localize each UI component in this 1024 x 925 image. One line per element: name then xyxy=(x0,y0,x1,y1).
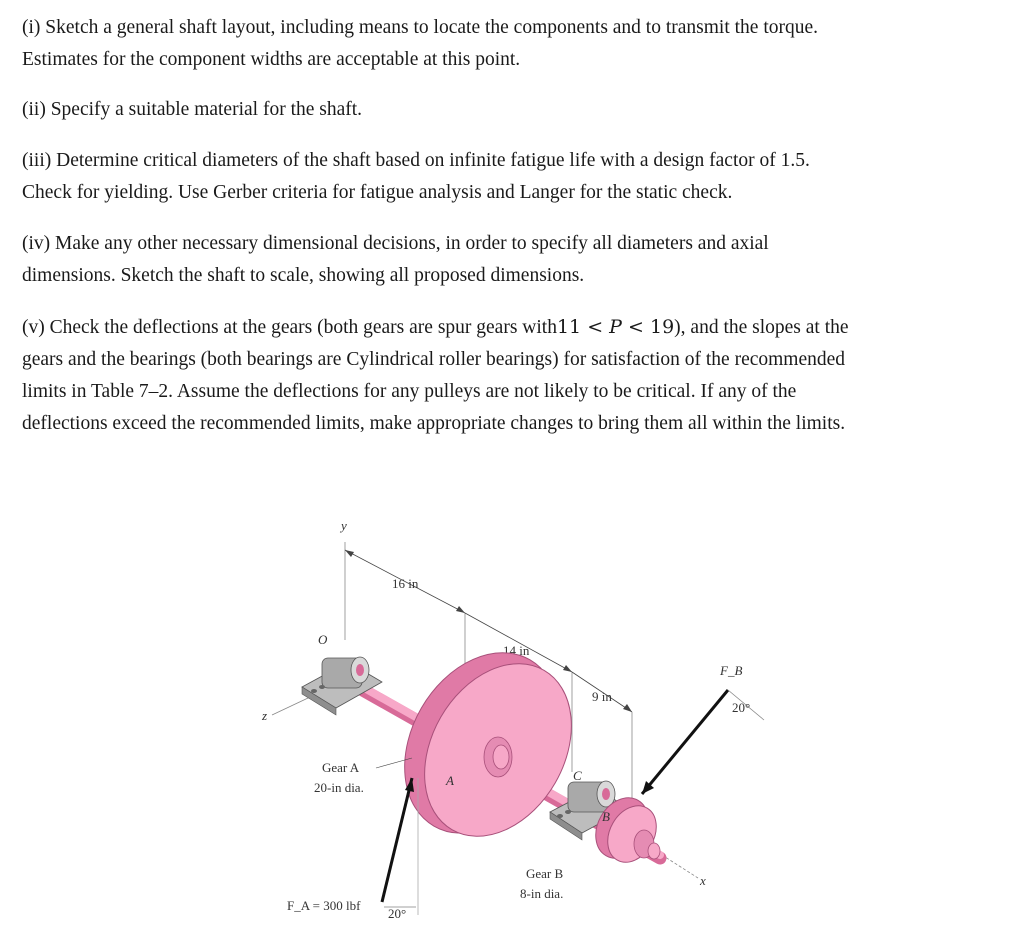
z-axis-label: z xyxy=(262,708,268,723)
point-o-label: O xyxy=(318,632,328,647)
text-line: Check for yielding. Use Gerber criteria for fatigue analysis and Langer for the static check. xyxy=(22,182,733,203)
angle-a-label: 20° xyxy=(388,906,407,920)
shaft-end xyxy=(648,843,660,859)
op-lt: < xyxy=(628,316,644,338)
pitch-inequality xyxy=(557,316,674,338)
bolt-hole xyxy=(319,685,325,689)
force-b-arrow xyxy=(642,690,728,794)
pitch-upper: 19 xyxy=(649,316,675,338)
dim-arrowhead xyxy=(456,606,465,613)
text-line: limits in Table 7–2. Assume the deflections for any pulleys are not likely to be critical. If any of the xyxy=(22,381,797,402)
problem-part-v xyxy=(22,311,1012,440)
dim-arrowhead xyxy=(345,550,354,557)
text-line xyxy=(22,311,1012,344)
text-line: deflections exceed the recommended limits, make appropriate changes to bring them all within the limits. xyxy=(22,413,846,434)
x-axis-line xyxy=(662,855,698,878)
text-line: Estimates for the component widths are acceptable at this point. xyxy=(22,49,521,70)
angle-b-label: 20° xyxy=(732,700,751,715)
text-fragment: (v) Check the deflections at the gears (both gears are spur gears with xyxy=(22,317,557,338)
text-line: (iv) Make any other necessary dimensional decisions, in order to specify all diameters and axial xyxy=(22,233,769,254)
shaft-figure xyxy=(250,510,790,920)
bearing-bore xyxy=(602,788,610,800)
bolt-hole xyxy=(565,810,571,814)
text-line: (i) Sketch a general shaft layout, including means to locate the components and to transmit the torque. xyxy=(22,17,819,38)
dim-arrowhead xyxy=(563,665,572,672)
pitch-lower: 11 xyxy=(556,316,582,338)
force-a-arrow xyxy=(382,778,412,902)
problem-part-iv xyxy=(22,228,1012,292)
gear-b-name: Gear B xyxy=(526,866,564,881)
y-axis-label: y xyxy=(341,518,347,533)
problem-part-iii xyxy=(22,145,1012,209)
force-a-label: F_A = 300 lbf xyxy=(287,898,361,913)
x-axis-label: x xyxy=(700,873,706,888)
bearing-bore xyxy=(356,664,364,676)
dim-arrowhead xyxy=(623,704,632,712)
text-line: dimensions. Sketch the shaft to scale, showing all proposed dimensions. xyxy=(22,265,585,286)
gear-a-name: Gear A xyxy=(322,760,360,775)
gear-a-diameter: 20-in dia. xyxy=(314,780,364,795)
gear-b-diameter: 8-in dia. xyxy=(520,886,564,901)
bolt-hole xyxy=(557,814,563,818)
bearing-o xyxy=(302,657,382,715)
text-fragment: ), and the slopes at the xyxy=(674,317,849,338)
point-b-label: B xyxy=(602,809,610,824)
text-line: gears and the bearings (both bearings are Cylindrical roller bearings) for satisfaction of the recommended xyxy=(22,349,846,370)
force-b-label: F_B xyxy=(720,663,743,678)
problem-part-i xyxy=(22,12,1012,76)
dim-9-label: 9 in xyxy=(592,689,612,704)
point-c-label: C xyxy=(573,768,582,783)
pitch-var: P xyxy=(609,316,622,338)
bolt-hole xyxy=(311,689,317,693)
text-line: (iii) Determine critical diameters of the shaft based on infinite fatigue life with a design factor of 1.5. xyxy=(22,150,810,171)
dim-14-label: 14 in xyxy=(503,643,530,658)
dim-16-label: 16 in xyxy=(392,576,419,591)
problem-part-ii xyxy=(22,94,1012,126)
text-line: (ii) Specify a suitable material for the shaft. xyxy=(22,99,363,120)
op-lt: < xyxy=(587,316,604,338)
gear-a-hub-inner xyxy=(493,745,509,769)
point-a-label: A xyxy=(446,773,454,788)
